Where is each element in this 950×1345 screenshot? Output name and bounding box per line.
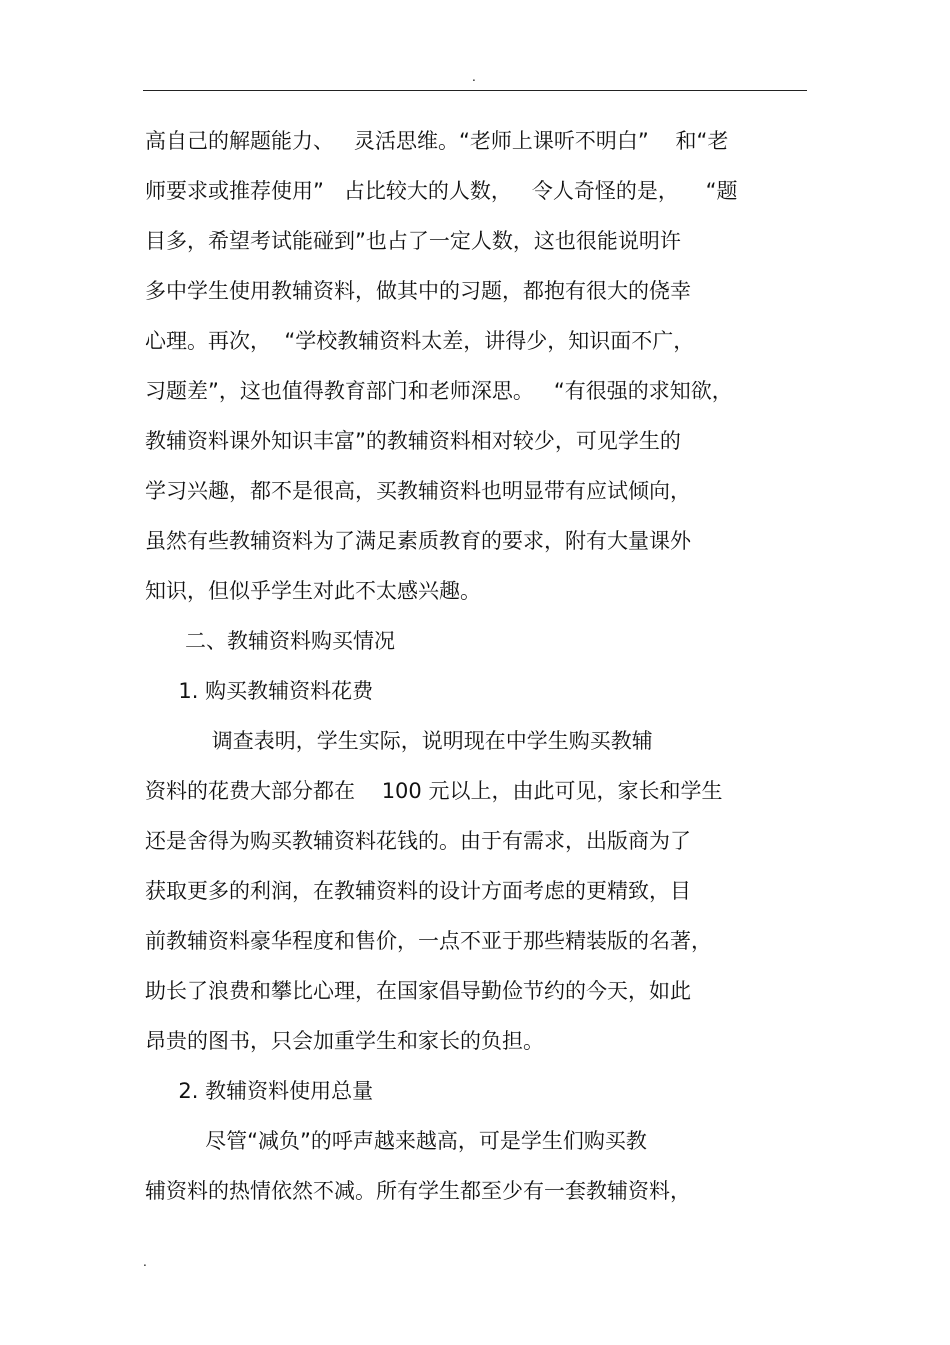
text-line: 学习兴趣，都不是很高，买教辅资料也明显带有应试倾向，	[145, 479, 691, 503]
text-line: 高自己的解题能力、 灵活思维。“老师上课听不明白” 和“老	[145, 129, 729, 153]
text-line: 助长了浪费和攀比心理，在国家倡导勤俭节约的今天，如此	[145, 979, 691, 1003]
text-line: 知识，但似乎学生对此不太感兴趣。	[145, 579, 481, 603]
text-line: 前教辅资料豪华程度和售价，一点不亚于那些精装版的名著，	[145, 929, 712, 953]
text-line: 心理。再次， “学校教辅资料太差，讲得少，知识面不广，	[145, 329, 695, 353]
text-line: 目多，希望考试能碰到”也占了一定人数，这也很能说明许	[145, 229, 681, 253]
text-line: 习题差”，这也值得教育部门和老师深思。 “有很强的求知欲，	[145, 379, 733, 403]
text-line: 教辅资料课外知识丰富”的教辅资料相对较少，可见学生的	[145, 429, 681, 453]
text-line: 尽管“减负”的呼声越来越高，可是学生们购买教	[145, 1129, 647, 1153]
text-line: 调查表明，学生实际，说明现在中学生购买教辅	[145, 729, 653, 753]
text-line: 辅资料的热情依然不减。所有学生都至少有一套教辅资料，	[145, 1179, 691, 1203]
text-line: 多中学生使用教辅资料，做其中的习题，都抱有很大的侥幸	[145, 279, 691, 303]
text-line: 昂贵的图书，只会加重学生和家长的负担。	[145, 1029, 544, 1053]
subsection-heading: 1. 购买教辅资料花费	[145, 679, 374, 703]
text-line: 获取更多的利润，在教辅资料的设计方面考虑的更精致，目	[145, 879, 691, 903]
text-line: 还是舍得为购买教辅资料花钱的。由于有需求，出版商为了	[145, 829, 691, 853]
text-line: 资料的花费大部分都在 100 元以上，由此可见，家长和学生	[145, 779, 723, 803]
subsection-heading: 2. 教辅资料使用总量	[145, 1079, 374, 1103]
header-mark: .	[472, 70, 476, 84]
text-line: 师要求或推荐使用” 占比较大的人数， 令人奇怪的是， “题	[145, 179, 738, 203]
text-line: 虽然有些教辅资料为了满足素质教育的要求，附有大量课外	[145, 529, 691, 553]
header-rule	[143, 90, 807, 91]
section-heading: 二、教辅资料购买情况	[145, 629, 396, 653]
footer-mark: .	[143, 1255, 147, 1269]
